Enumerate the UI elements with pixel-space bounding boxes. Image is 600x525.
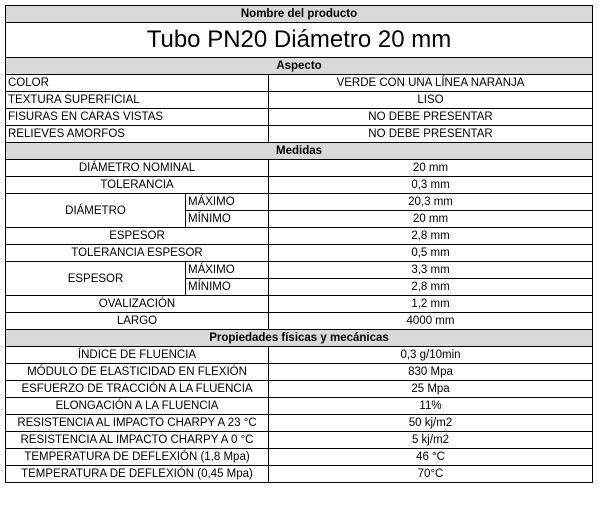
row-value: 70°C <box>269 466 593 483</box>
table-row <box>6 75 593 92</box>
row-value: LISO <box>269 92 593 109</box>
product-spec-sheet <box>5 5 592 483</box>
row-label: TEMPERATURA DE DEFLEXIÓN (0,45 Mpa) <box>6 466 269 483</box>
row-label: ÍNDICE DE FLUENCIA <box>6 347 269 364</box>
table-row <box>6 194 593 211</box>
row-label: TEMPERATURA DE DEFLEXIÓN (1,8 Mpa) <box>6 449 269 466</box>
table-row <box>6 381 593 398</box>
sub-label: MÍNIMO <box>186 279 269 296</box>
row-label: FISURAS EN CARAS VISTAS <box>6 109 269 126</box>
row-label: ESFUERZO DE TRACCIÓN A LA FLUENCIA <box>6 381 269 398</box>
section-header-row <box>6 143 593 160</box>
product-name: Tubo PN20 Diámetro 20 mm <box>6 23 593 58</box>
row-value: VERDE CON UNA LÍNEA NARANJA <box>269 75 593 92</box>
row-label: MÓDULO DE ELASTICIDAD EN FLEXIÓN <box>6 364 269 381</box>
product-header: Nombre del producto <box>6 6 593 23</box>
row-label: RESISTENCIA AL IMPACTO CHARPY A 23 °C <box>6 415 269 432</box>
table-row <box>6 347 593 364</box>
row-value: 50 kj/m2 <box>269 415 593 432</box>
row-value: 11% <box>269 398 593 415</box>
row-label: TOLERANCIA ESPESOR <box>6 245 269 262</box>
row-value: 830 Mpa <box>269 364 593 381</box>
table-row <box>6 177 593 194</box>
row-value: 0,3 g/10min <box>269 347 593 364</box>
table-row <box>6 160 593 177</box>
row-value: NO DEBE PRESENTAR <box>269 126 593 143</box>
section-header-row <box>6 58 593 75</box>
row-label: OVALIZACIÓN <box>6 296 269 313</box>
section-header-aspecto: Aspecto <box>6 58 593 75</box>
row-value: 20 mm <box>269 211 593 228</box>
table-row <box>6 398 593 415</box>
row-label: DIÁMETRO NOMINAL <box>6 160 269 177</box>
section-header-propiedades: Propiedades físicas y mecánicas <box>6 330 593 347</box>
row-label: RESISTENCIA AL IMPACTO CHARPY A 0 °C <box>6 432 269 449</box>
row-label: LARGO <box>6 313 269 330</box>
product-name-row <box>6 23 593 58</box>
row-value: 2,8 mm <box>269 279 593 296</box>
table-row <box>6 432 593 449</box>
table-row <box>6 449 593 466</box>
table-row <box>6 92 593 109</box>
row-value: 25 Mpa <box>269 381 593 398</box>
table-row <box>6 126 593 143</box>
row-label: COLOR <box>6 75 269 92</box>
product-header-row <box>6 6 593 23</box>
table-row <box>6 109 593 126</box>
row-value: NO DEBE PRESENTAR <box>269 109 593 126</box>
group-label: ESPESOR <box>6 262 186 296</box>
row-label: TOLERANCIA <box>6 177 269 194</box>
row-value: 0,5 mm <box>269 245 593 262</box>
table-row <box>6 228 593 245</box>
spec-table <box>5 5 593 483</box>
sub-label: MÍNIMO <box>186 211 269 228</box>
table-row <box>6 364 593 381</box>
row-value: 0,3 mm <box>269 177 593 194</box>
table-row <box>6 262 593 279</box>
table-row <box>6 313 593 330</box>
sub-label: MÁXIMO <box>186 194 269 211</box>
row-value: 3,3 mm <box>269 262 593 279</box>
table-row <box>6 245 593 262</box>
table-row <box>6 415 593 432</box>
row-label: RELIEVES AMORFOS <box>6 126 269 143</box>
row-value: 20 mm <box>269 160 593 177</box>
sub-label: MÁXIMO <box>186 262 269 279</box>
row-label: ESPESOR <box>6 228 269 245</box>
row-label: ELONGACIÓN A LA FLUENCIA <box>6 398 269 415</box>
section-header-row <box>6 330 593 347</box>
table-row <box>6 466 593 483</box>
row-value: 2,8 mm <box>269 228 593 245</box>
row-label: TEXTURA SUPERFICIAL <box>6 92 269 109</box>
group-label: DIÁMETRO <box>6 194 186 228</box>
row-value: 4000 mm <box>269 313 593 330</box>
section-header-medidas: Medidas <box>6 143 593 160</box>
row-value: 46 °C <box>269 449 593 466</box>
row-value: 5 kj/m2 <box>269 432 593 449</box>
row-value: 20,3 mm <box>269 194 593 211</box>
table-row <box>6 296 593 313</box>
row-value: 1,2 mm <box>269 296 593 313</box>
